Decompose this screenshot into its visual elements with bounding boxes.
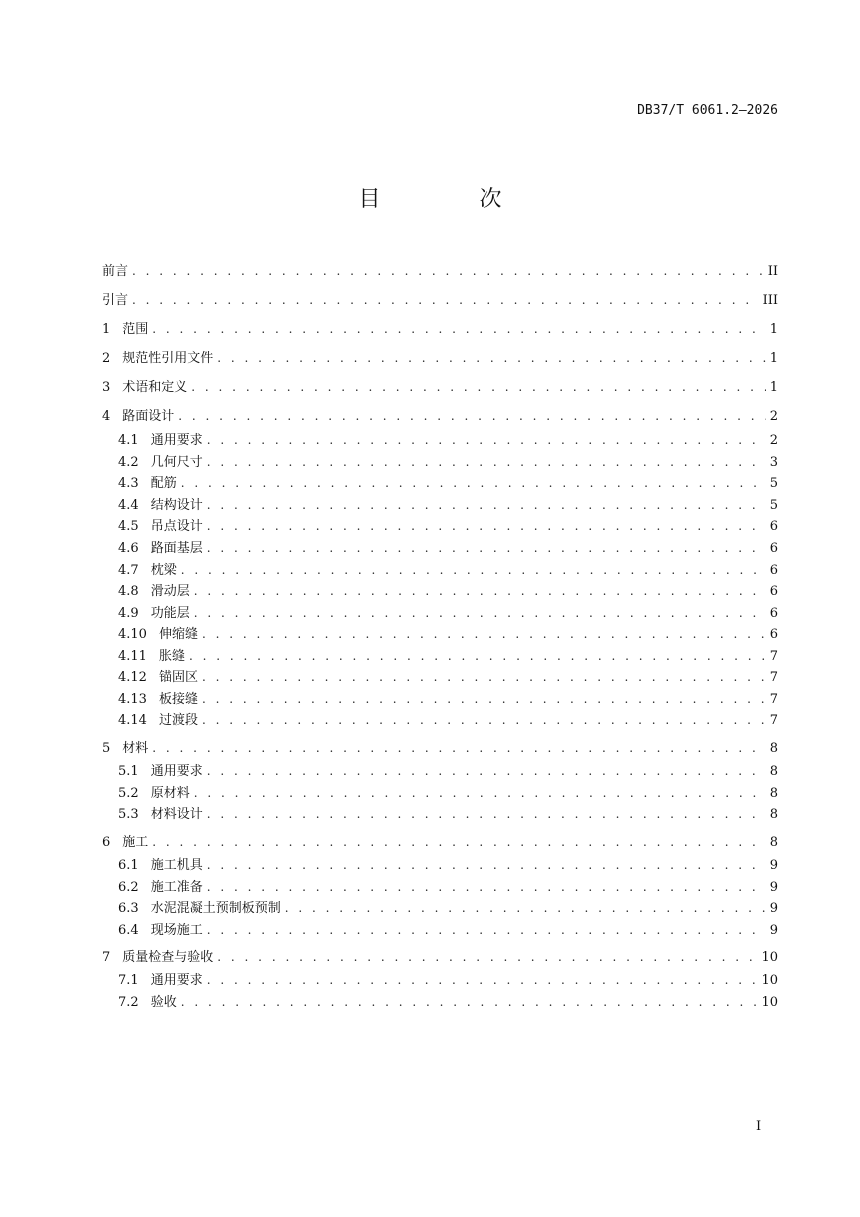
toc-entry[interactable] (102, 319, 778, 339)
toc-entry-number: 4 (102, 409, 111, 424)
toc-entry-page: 10 (761, 973, 778, 988)
toc-entry-label: 配筋 (150, 476, 177, 491)
toc-leader-dots (207, 920, 766, 940)
toc-entry-number: 4.3 (118, 476, 139, 491)
toc-entry-number: 1 (102, 322, 111, 337)
toc-entry-page: 2 (769, 409, 778, 424)
toc-entry-number: 4.10 (118, 627, 147, 642)
toc-leader-dots (152, 738, 765, 758)
toc-entry-label: 现场施工 (150, 923, 203, 938)
toc-entry-label: 几何尺寸 (150, 455, 203, 470)
toc-leader-dots (181, 560, 766, 580)
toc-entry-label: 引言 (102, 293, 129, 308)
toc-entry-page: 8 (769, 807, 778, 822)
toc-entry[interactable] (118, 804, 778, 824)
toc-leader-dots (207, 761, 766, 781)
toc-entry-label: 过渡段 (158, 713, 198, 728)
toc-entry[interactable] (102, 348, 778, 368)
toc-entry-page: 8 (769, 835, 778, 850)
toc-entry-number: 4.8 (118, 584, 139, 599)
toc-entry-page: II (767, 264, 778, 279)
toc-leader-dots (207, 970, 758, 990)
toc-entry[interactable] (118, 538, 778, 558)
toc-entry[interactable] (118, 581, 778, 601)
toc-leader-dots (181, 473, 766, 493)
toc-entry-label: 通用要求 (150, 973, 203, 988)
toc-leader-dots (207, 538, 766, 558)
toc-entry-label: 施工机具 (150, 858, 203, 873)
toc-entry[interactable] (118, 603, 778, 623)
toc-leader-dots (181, 992, 758, 1012)
toc-entry[interactable] (118, 430, 778, 450)
toc-entry-label: 伸缩缝 (158, 627, 198, 642)
toc-entry[interactable] (118, 855, 778, 875)
toc-leader-dots (285, 898, 766, 918)
toc-entry-page: 1 (769, 380, 778, 395)
toc-entry-label: 规范性引用文件 (122, 351, 214, 366)
toc-entry-page: 3 (769, 455, 778, 470)
page-number: I (756, 1119, 762, 1134)
toc-entry-number: 5 (102, 741, 111, 756)
toc-entry-page: 7 (769, 670, 778, 685)
toc-entry-label: 结构设计 (150, 498, 203, 513)
toc-leader-dots (191, 377, 765, 397)
toc-entry-label: 通用要求 (150, 764, 203, 779)
toc-entry-label: 吊点设计 (150, 519, 203, 534)
toc-entry-label: 范围 (122, 322, 149, 337)
toc-entry-number: 4.7 (118, 563, 139, 578)
toc-leader-dots (207, 877, 766, 897)
toc-entry[interactable] (118, 624, 778, 644)
toc-entry-number: 4.9 (118, 606, 139, 621)
toc-leader-dots (202, 710, 766, 730)
toc-entry[interactable] (118, 898, 778, 918)
toc-entry-label: 胀缝 (158, 649, 185, 664)
toc-entry-number: 5.2 (118, 786, 139, 801)
toc-leader-dots (202, 667, 766, 687)
toc-entry-label: 质量检查与验收 (122, 950, 214, 965)
toc-leader-dots (194, 581, 766, 601)
toc-entry[interactable] (102, 406, 778, 426)
toc-entry-number: 5.3 (118, 807, 139, 822)
toc-entry-number: 3 (102, 380, 111, 395)
toc-entry-page: 9 (769, 858, 778, 873)
toc-entry-label: 材料设计 (150, 807, 203, 822)
toc-entry[interactable] (118, 992, 778, 1012)
toc-leader-dots (178, 406, 765, 426)
toc-leader-dots (207, 804, 766, 824)
toc-entry-label: 前言 (102, 264, 129, 279)
toc-entry-number: 7.1 (118, 973, 139, 988)
toc-leader-dots (207, 516, 766, 536)
toc-entry-number: 4.5 (118, 519, 139, 534)
toc-entry[interactable] (118, 689, 778, 709)
toc-entry-label: 验收 (150, 995, 177, 1010)
toc-entry-page: 7 (769, 649, 778, 664)
toc-entry-page: 9 (769, 880, 778, 895)
toc-entry-label: 施工准备 (150, 880, 203, 895)
toc-entry[interactable] (118, 452, 778, 472)
toc-entry-number: 4.1 (118, 433, 139, 448)
toc-entry-page: 6 (769, 627, 778, 642)
toc-entry-label: 路面设计 (122, 409, 175, 424)
toc-leader-dots (132, 290, 759, 310)
toc-entry[interactable] (118, 761, 778, 781)
toc-leader-dots (152, 832, 765, 852)
toc-leader-dots (189, 646, 766, 666)
toc-entry-number: 6 (102, 835, 111, 850)
toc-entry[interactable] (118, 667, 778, 687)
toc-entry-page: 5 (769, 476, 778, 491)
toc-entry-label: 术语和定义 (122, 380, 188, 395)
toc-entry-label: 水泥混凝土预制板预制 (150, 901, 281, 916)
toc-leader-dots (132, 261, 764, 281)
toc-entry-number: 2 (102, 351, 111, 366)
toc-entry-label: 滑动层 (150, 584, 190, 599)
toc-entry-number: 4.4 (118, 498, 139, 513)
toc-entry-page: 6 (769, 519, 778, 534)
toc-entry[interactable] (102, 377, 778, 397)
toc-entry-label: 锚固区 (158, 670, 198, 685)
document-code: DB37/T 6061.2—2026 (637, 103, 778, 118)
toc-entry-number: 5.1 (118, 764, 139, 779)
toc-entry-label: 路面基层 (150, 541, 203, 556)
toc-entry[interactable] (118, 646, 778, 666)
toc-entry-number: 7 (102, 950, 111, 965)
toc-entry-page: 1 (769, 351, 778, 366)
toc-entry-page: 8 (769, 741, 778, 756)
toc-entry-page: 5 (769, 498, 778, 513)
toc-entry[interactable] (118, 783, 778, 803)
toc-leader-dots (207, 430, 766, 450)
toc-entry-label: 板接缝 (158, 692, 198, 707)
toc-leader-dots (202, 689, 766, 709)
toc-entry[interactable] (118, 495, 778, 515)
toc-entry-number: 4.11 (118, 649, 147, 664)
toc-entry[interactable] (102, 290, 778, 310)
toc-entry-page: III (762, 293, 778, 308)
toc-leader-dots (152, 319, 765, 339)
toc-leader-dots (194, 603, 766, 623)
toc-entry[interactable] (102, 261, 778, 281)
toc-leader-dots (207, 495, 766, 515)
toc-entry-page: 8 (769, 786, 778, 801)
toc-leader-dots (217, 947, 757, 967)
toc-entry-label: 施工 (122, 835, 149, 850)
toc-entry-page: 7 (769, 692, 778, 707)
toc-entry-page: 10 (761, 950, 778, 965)
toc-entry-number: 6.3 (118, 901, 139, 916)
toc-entry-page: 7 (769, 713, 778, 728)
toc-entry-number: 4.13 (118, 692, 147, 707)
toc-entry-page: 8 (769, 764, 778, 779)
toc-entry[interactable] (118, 970, 778, 990)
toc-entry-label: 通用要求 (150, 433, 203, 448)
toc-entry-page: 9 (769, 923, 778, 938)
toc-entry-label: 材料 (122, 741, 149, 756)
toc-entry[interactable] (102, 738, 778, 758)
toc-entry-number: 4.12 (118, 670, 147, 685)
page-title: 目 次 (358, 187, 548, 212)
toc-entry-page: 9 (769, 901, 778, 916)
toc-entry-number: 6.1 (118, 858, 139, 873)
toc-leader-dots (217, 348, 765, 368)
toc-entry-number: 4.2 (118, 455, 139, 470)
toc-entry-label: 枕梁 (150, 563, 177, 578)
toc-entry-page: 6 (769, 584, 778, 599)
toc-entry[interactable] (102, 947, 778, 967)
toc-entry-page: 6 (769, 606, 778, 621)
toc-entry-page: 6 (769, 541, 778, 556)
toc-entry-page: 1 (769, 322, 778, 337)
toc-entry-number: 6.4 (118, 923, 139, 938)
toc-entry-number: 4.14 (118, 713, 147, 728)
toc-entry[interactable] (118, 877, 778, 897)
toc-entry-label: 原材料 (150, 786, 190, 801)
toc-leader-dots (194, 783, 766, 803)
toc-entry[interactable] (118, 560, 778, 580)
toc-leader-dots (207, 452, 766, 472)
toc-leader-dots (202, 624, 766, 644)
toc-entry-label: 功能层 (150, 606, 190, 621)
toc-entry-number: 4.6 (118, 541, 139, 556)
toc-entry[interactable] (118, 920, 778, 940)
toc-entry-page: 2 (769, 433, 778, 448)
toc-entry[interactable] (118, 516, 778, 536)
toc-entry[interactable] (118, 710, 778, 730)
toc-entry-page: 10 (761, 995, 778, 1010)
toc-entry-number: 6.2 (118, 880, 139, 895)
toc-leader-dots (207, 855, 766, 875)
toc-entry[interactable] (102, 832, 778, 852)
toc-entry-number: 7.2 (118, 995, 139, 1010)
toc-entry[interactable] (118, 473, 778, 493)
toc-entry-page: 6 (769, 563, 778, 578)
